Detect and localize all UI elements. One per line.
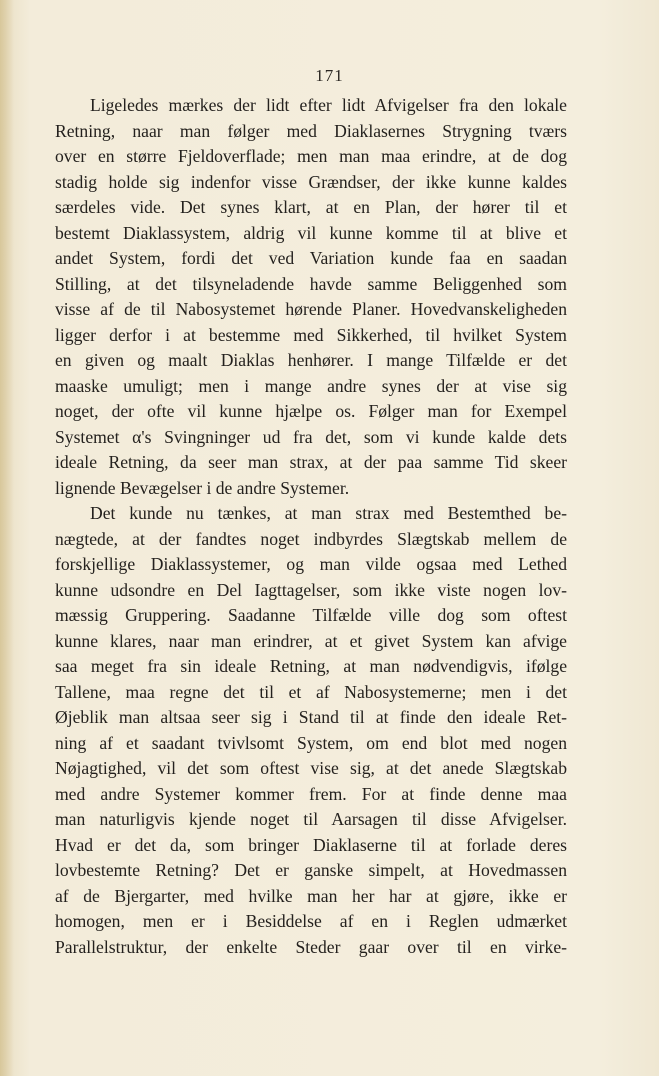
page-number: 171 xyxy=(315,66,344,85)
text-line: Nøjagtighed, vil det som oftest vise sig, at det anede Slægtskab xyxy=(55,758,567,778)
text-line: særdeles vide. Det synes klart, at en Plan, der hører til et xyxy=(55,197,567,217)
text-line: bestemt Diaklassystem, aldrig vil kunne komme til at blive et xyxy=(55,222,567,243)
text-line: maaske umuligt; men i mange andre synes der at vise sig xyxy=(55,375,567,396)
text-line: lignende Bevægelser i de andre Systemer. xyxy=(55,477,350,498)
text-line: af de Bjergarter, med hvilke man her har at gjøre, ikke er xyxy=(55,885,567,906)
text-line: andet System, fordi det ved Variation kunde faa en saadan xyxy=(55,248,567,268)
text-line: ligger derfor i at bestemme med Sikkerhed, til hvilket System xyxy=(55,324,567,345)
text-line: homogen, men er i Besiddelse af en i Reglen udmærket xyxy=(55,911,567,931)
text-line: en given og maalt Diaklas henhører. I mange Tilfælde er det xyxy=(55,350,567,370)
text-line: kunne klares, naar man erindrer, at et givet System kan afvige xyxy=(55,630,567,651)
text-line: forskjellige Diaklassystemer, og man vilde ogsaa med Lethed xyxy=(55,554,567,574)
text-line: ideale Retning, da seer man strax, at der paa samme Tid skeer xyxy=(55,452,567,472)
text-line: Det kunde nu tænkes, at man strax med Bestemthed be- xyxy=(90,503,567,523)
text-line: visse af de til Nabosystemet hørende Planer. Hovedvanskeligheden xyxy=(55,299,567,319)
text-line: stadig holde sig indenfor visse Grændser, der ikke kunne kaldes xyxy=(55,171,567,192)
text-line: nægtede, at der fandtes noget indbyrdes Slægtskab mellem de xyxy=(55,528,567,549)
text-line: kunne udsondre en Del Iagttagelser, som ikke viste nogen lov- xyxy=(55,579,567,600)
text-line: man naturligvis kjende noget til Aarsagen til disse Afvigelser. xyxy=(55,809,567,829)
text-line: Hvad er det da, som bringer Diaklaserne til at forlade deres xyxy=(55,834,567,855)
spine-shadow xyxy=(0,0,14,1076)
text-line: lovbestemte Retning? Det er ganske simpelt, at Hovedmassen xyxy=(55,860,567,880)
text-line: Systemet α's Svingninger ud fra det, som vi kunde kalde dets xyxy=(55,426,567,447)
text-line: Ligeledes mærkes der lidt efter lidt Afvigelser fra den lokale xyxy=(90,95,567,115)
text-line: Retning, naar man følger med Diaklasernes Strygning tværs xyxy=(55,120,567,141)
text-line: ning af et saadant tvivlsomt System, om end blot med nogen xyxy=(55,732,567,753)
text-line: Parallelstruktur, der enkelte Steder gaar over til en virke- xyxy=(55,936,567,957)
text-line: over en større Fjeldoverflade; men man maa erindre, at de dog xyxy=(55,146,567,166)
text-line: mæssig Gruppering. Saadanne Tilfælde ville dog som oftest xyxy=(55,605,567,625)
text-line: med andre Systemer kommer frem. For at finde denne maa xyxy=(55,783,567,804)
text-line: noget, der ofte vil kunne hjælpe os. Følger man for Exempel xyxy=(55,401,567,421)
body-text xyxy=(55,93,567,960)
text-line: Øjeblik man altsaa seer sig i Stand til at finde den ideale Ret- xyxy=(55,707,567,727)
text-line: Stilling, at det tilsyneladende havde samme Beliggenhed som xyxy=(55,273,567,294)
text-line: saa meget fra sin ideale Retning, at man nødvendigvis, ifølge xyxy=(55,656,567,676)
text-line: Tallene, maa regne det til et af Nabosystemerne; men i det xyxy=(55,681,567,702)
